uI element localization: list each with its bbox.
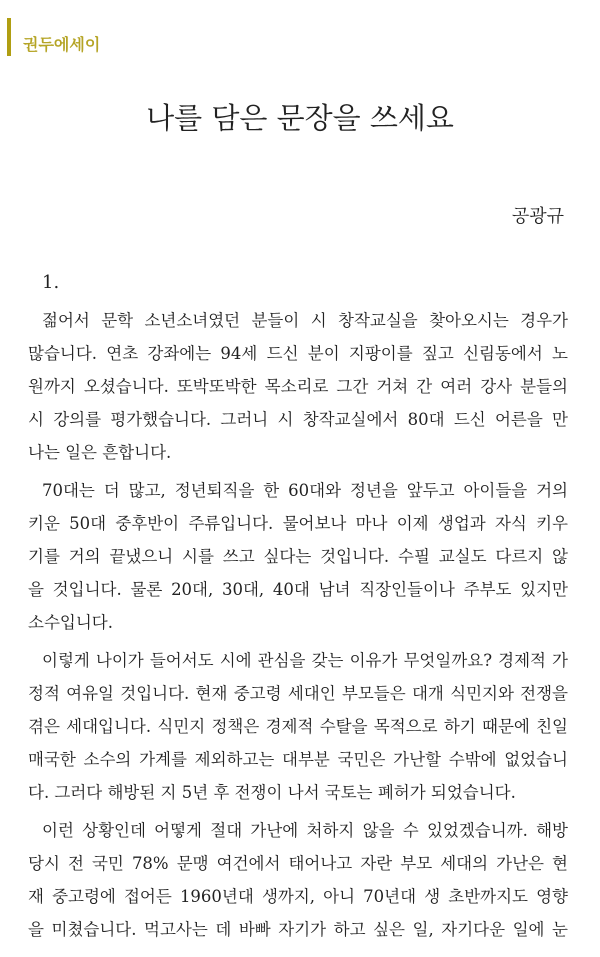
text-line: 당시 전 국민 78% 문맹 여건에서 태어나고 자란 부모 세대의 가난은 현 xyxy=(28,854,568,873)
section-number: 1. xyxy=(42,272,60,293)
text-line: 키운 50대 중후반이 주류입니다. 물어보나 마나 이제 생업과 자식 키우 xyxy=(28,514,568,533)
text-line: 다. 그러다 해방된 지 5년 후 전쟁이 나서 국토는 폐허가 되었습니다. xyxy=(28,783,516,802)
text-line: 이렇게 나이가 들어서도 시에 관심을 갖는 이유가 무엇일까요? 경제적 가 xyxy=(42,651,568,670)
article-body xyxy=(28,304,568,946)
paragraph xyxy=(28,644,568,809)
text-line: 시 강의를 평가했습니다. 그러니 시 창작교실에서 80대 드신 어른을 만 xyxy=(28,410,568,429)
text-line: 70대는 더 많고, 정년퇴직을 한 60대와 정년을 앞두고 아이들을 거의 xyxy=(42,481,568,500)
paragraph xyxy=(28,304,568,469)
section-label: 권두에세이 xyxy=(7,18,100,56)
text-line: 을 미쳤습니다. 먹고사는 데 바빠 자기가 하고 싶은 일, 자기다운 일에 눈 xyxy=(28,920,568,939)
paragraph xyxy=(28,474,568,639)
text-line: 겪은 세대입니다. 식민지 정책은 경제적 수탈을 목적으로 하기 때문에 친일 xyxy=(28,717,568,736)
text-line: 나는 일은 흔합니다. xyxy=(28,443,172,462)
text-line: 재 중고령에 접어든 1960년대 생까지, 아니 70년대 생 초반까지도 영향 xyxy=(28,887,568,906)
text-line: 원까지 오셨습니다. 또박또박한 목소리로 그간 거쳐 간 여러 강사 분들의 xyxy=(28,377,568,396)
text-line: 을 것입니다. 물론 20대, 30대, 40대 남녀 직장인들이나 주부도 있지만 xyxy=(28,580,568,599)
author-name: 공광규 xyxy=(511,206,564,227)
text-line: 기를 거의 끝냈으니 시를 쓰고 싶다는 것입니다. 수필 교실도 다르지 않 xyxy=(28,547,568,566)
article-title: 나를 담은 문장을 쓰세요 xyxy=(146,101,454,135)
text-line: 이런 상황인데 어떻게 절대 가난에 처하지 않을 수 있었겠습니까. 해방 xyxy=(42,821,568,840)
paragraph xyxy=(28,814,568,946)
text-line: 소수입니다. xyxy=(28,613,113,632)
text-line: 정적 여유일 것입니다. 현재 중고령 세대인 부모들은 대개 식민지와 전쟁을 xyxy=(28,684,568,703)
text-line: 매국한 소수의 가계를 제외하고는 대부분 국민은 가난할 수밖에 없었습니 xyxy=(28,750,568,769)
text-line: 많습니다. 연초 강좌에는 94세 드신 분이 지팡이를 짚고 신림동에서 노 xyxy=(28,344,568,363)
text-line: 젊어서 문학 소년소녀였던 분들이 시 창작교실을 찾아오시는 경우가 xyxy=(42,311,568,330)
